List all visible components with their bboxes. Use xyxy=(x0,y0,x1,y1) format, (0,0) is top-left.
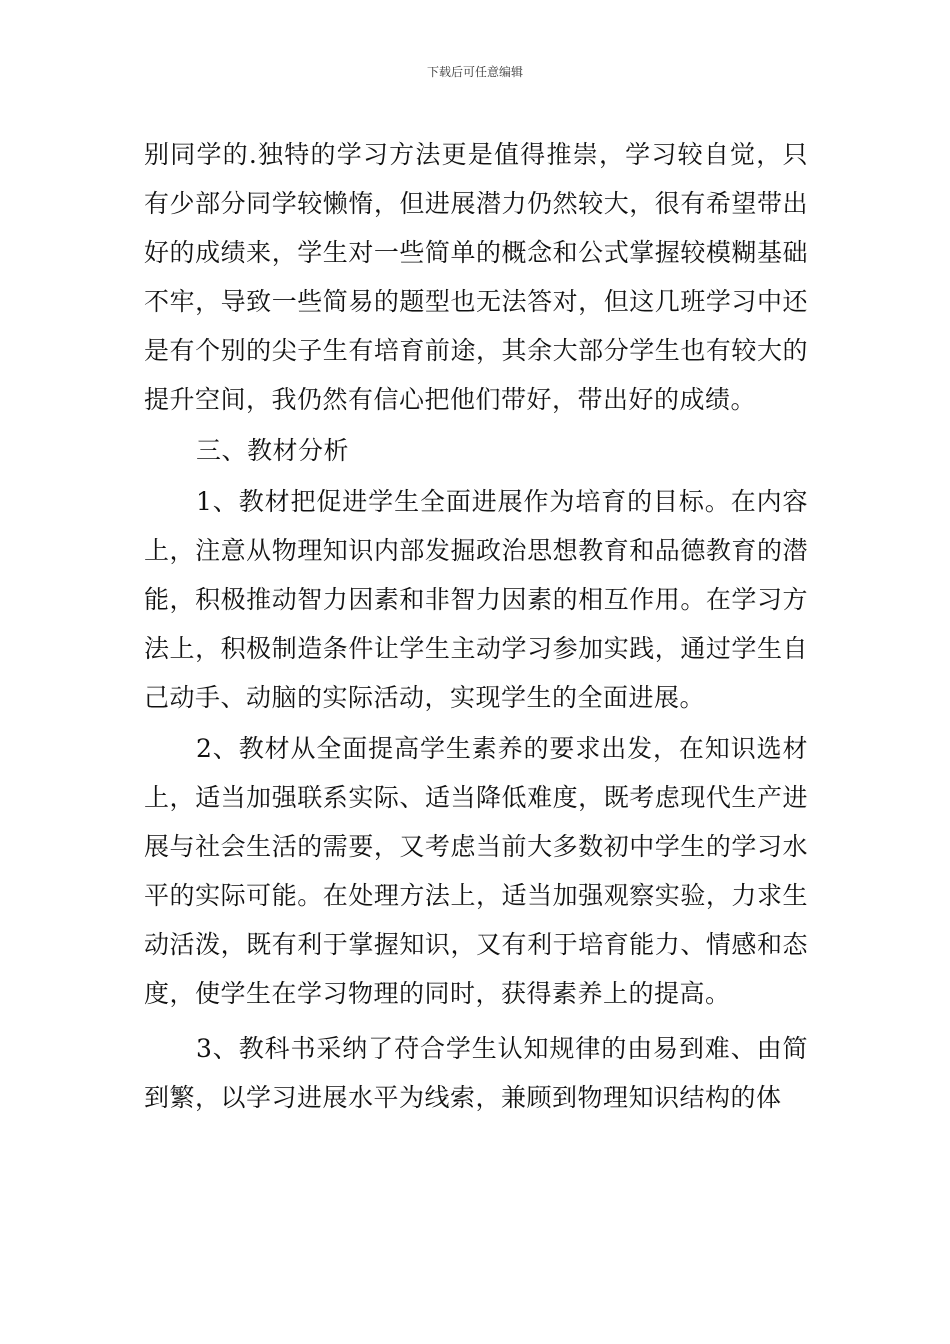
paragraph-continuation: 别同学的.独特的学习方法更是值得推崇，学习较自觉，只有少部分同学较懒惰，但进展潜力仍然较大，很有希望带出好的成绩来，学生对一些简单的概念和公式掌握较模糊基础不牢，导致一些简易的题型也无法答对，但这几班学习中还是有个别的尖子生有培育前途，其余大部分学生也有较大的提升空间，我仍然有信心把他们带好，带出好的成绩。 xyxy=(144,140,808,414)
section-heading: 三、教材分析 xyxy=(196,436,350,465)
document-body xyxy=(144,130,808,1122)
paragraph-item-3: 3、教科书采纳了苻合学生认知规律的由易到难、由简到繁，以学习进展水平为线索，兼顾到物理知识结构的体 xyxy=(144,1034,808,1112)
paragraph-item-1: 1、教材把促进学生全面进展作为培育的目标。在内容上，注意从物理知识内部发掘政治思想教育和品德教育的潜能，积极推动智力因素和非智力因素的相互作用。在学习方法上，积极制造条件让学生主动学习参加实践，通过学生自己动手、动脑的实际活动，实现学生的全面进展。 xyxy=(144,487,808,712)
page-header: 下载后可任意编辑 xyxy=(426,65,523,79)
paragraph-item-2: 2、教材从全面提高学生素养的要求出发，在知识选材上，适当加强联系实际、适当降低难度，既考虑现代生产进展与社会生活的需要，又考虑当前大多数初中学生的学习水平的实际可能。在处理方法上，适当加强观察实验，力求生动活泼，既有利于掌握知识，又有利于培育能力、情感和态度，使学生在学习物理的同时，获得素养上的提高。 xyxy=(144,734,808,1008)
